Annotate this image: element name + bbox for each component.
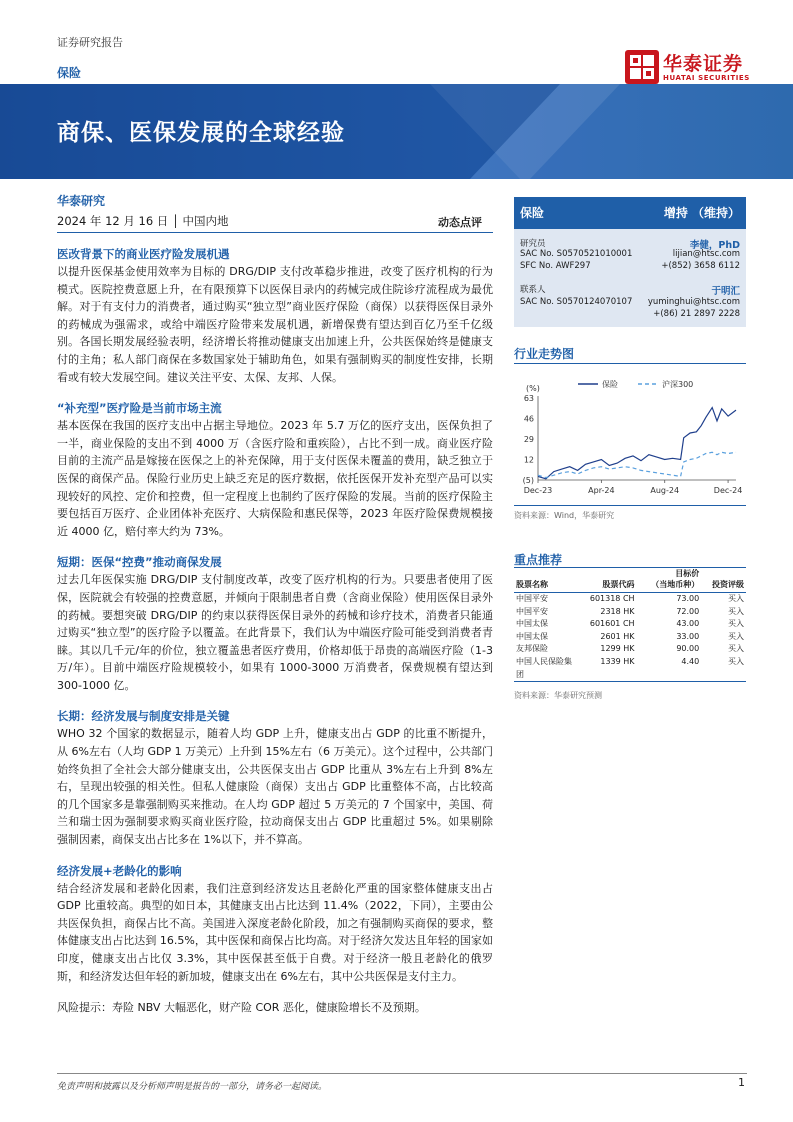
contact-phone: +(86) 21 2897 2228: [653, 309, 740, 319]
y-tick-label: (5): [522, 476, 534, 485]
sector-rating: 增持 （维持）: [663, 206, 740, 220]
sector-tag: 保险: [57, 66, 82, 80]
sidebar-sector: 保险: [520, 206, 545, 220]
trend-chart: [514, 376, 746, 501]
x-tick-label: Dec-23: [523, 486, 553, 495]
section-body: 结合经济发展和老龄化因素，我们注意到经济发达且老龄化严重的国家整体健康支出占 GDP 比重较高。典型的如日本，其健康支出占比达到 11.4%（2022，下同），主要由公共医保负担，商保占比不高。美国进入深度老龄化阶段，加之有强制购买商保的要求，整体健康支出占比达到 16.5%，其中医保和商保占比均高。对于经济欠发达且年轻的国家如印度，健康支出占比仅 3.3%，其中医保甚至低于自费。对于经济一般且老龄化的俄罗斯，和经济发达但年轻的新加坡，健康支出在 6%左右，其中公共医保是支付主力。: [57, 881, 493, 983]
stock-name: 中国平安: [516, 594, 548, 603]
table-row: [514, 593, 746, 606]
y-tick-label: 63: [523, 394, 534, 403]
analyst-phone: +(852) 3658 6112: [661, 261, 740, 271]
contact-name: 于明汇: [711, 286, 740, 297]
stock-rating: 买入: [728, 594, 744, 603]
stock-rating: 买入: [728, 606, 744, 616]
chart-source: 资料来源：Wind，华泰研究: [514, 511, 615, 520]
trend-chart-svg: [514, 376, 746, 501]
y-tick-label: 46: [523, 414, 534, 424]
stock-code: 2601 HK: [600, 631, 635, 641]
analyst-box: [514, 229, 746, 327]
picks-title: 重点推荐: [514, 553, 563, 567]
table-row: [514, 618, 746, 631]
analyst-name: 李健，PhD: [689, 240, 740, 251]
section-body: WHO 32 个国家的数据显示，随着人均 GDP 上升，健康支出占 GDP 的比重不断提升，从 6%左右（人均 GDP 1 万美元）上升到 15%左右（6 万美元）。这个过程中，公共部门始终负担了全社会大部分健康支出，公共医保支出占 GDP 比重从 3%左右上升到 8%左右，呈现出较强的相关性。但私人健康险（商保）支出占 GDP 比重整体不高，占比较高的几个国家多是靠强制购买来推动。在人均 GDP 超过 5 万美元的 7 个国家中，美国、荷兰和瑞士因为强制要求购买商业医疗险，拉动商保支出占 GDP 比重超过 5%。如果剔除强制因素，商保支出占比多在 1%以下，并不算高。: [57, 727, 494, 847]
section-title: 医改背景下的商业医疗险发展机遇: [57, 247, 230, 261]
section-title: 经济发展+老龄化的影响: [57, 863, 182, 878]
main-content: [57, 246, 493, 1016]
x-tick-label: Aug-24: [650, 486, 680, 495]
stock-name: 友邦保险: [516, 644, 548, 654]
section-5: [57, 863, 493, 986]
report-type: 证券研究报告: [57, 36, 123, 49]
target-price: 73.00: [676, 594, 700, 603]
stock-code: 2318 HK: [600, 606, 635, 616]
picks-source: 资料来源：华泰研究预测: [514, 691, 602, 700]
series-line-1: [538, 408, 736, 479]
page-number: 1: [738, 1076, 745, 1089]
huatai-logo-icon: [625, 50, 659, 84]
section-body: 过去几年医保实施 DRG/DIP 支付制度改革，改变了医疗机构的行为。只要患者使用了医保，医院就会有较强的控费意愿，并倾向于限制患者自费（含商业保险）使用医保目录外的药械。要想突破 DRG/DIP 的约束以获得医保目录外的药械和诊疗技术，消费者只能通过购买“独立型”的医疗险予以覆盖。在此背景下，我们认为中端医疗险可能受到消费者青睐。其以几千元/年的价位，独立覆盖患者医疗费用，价格却低于昂贵的高端医疗险（1-3 万/年）。目前中端医疗险规模较小，如果有 1000-3000 万消费者，保费规模有望达到 300-1000 亿。: [57, 573, 493, 692]
contact-sac: SAC No. S0570124070107: [520, 297, 633, 307]
contact-email[interactable]: yuminghui@htsc.com: [647, 297, 740, 307]
y-axis-unit: (%): [526, 384, 540, 393]
analyst-email[interactable]: lijian@htsc.com: [672, 249, 740, 259]
stock-name: 中国太保: [516, 631, 548, 641]
report-title: 商保、医保发展的全球经验: [57, 120, 345, 146]
stock-code: 1299 HK: [600, 644, 635, 654]
col-code: 股票代码: [576, 579, 637, 593]
series-line-2: [538, 452, 736, 477]
section-2: [57, 400, 493, 540]
x-tick-label: Apr-24: [588, 486, 615, 495]
risk-warning: 风险提示：寿险 NBV 大幅恶化，财产险 COR 恶化，健康险增长不及预期。: [57, 1001, 426, 1015]
stock-rating: 买入: [728, 631, 744, 641]
table-row: [514, 631, 746, 644]
col-target-price: 目标价: [675, 569, 700, 578]
stock-name: 中国人民保险集团: [514, 656, 576, 682]
table-row: [514, 656, 746, 682]
stock-rating: 买入: [728, 644, 744, 654]
section-4: [57, 708, 493, 848]
table-row: [514, 606, 746, 619]
legend-label: 保险: [602, 380, 618, 389]
target-price: 43.00: [676, 619, 700, 629]
trend-title: 行业走势图: [514, 347, 575, 361]
analyst-sfc: SFC No. AWF297: [520, 261, 591, 271]
legend-label: 沪深300: [662, 380, 694, 389]
footer-divider: [57, 1073, 747, 1074]
col-rating: 投资评级: [701, 579, 746, 593]
picks-table: [514, 568, 746, 682]
logo-text-en: HUATAI SECURITIES: [663, 74, 750, 82]
target-price: 4.40: [637, 656, 702, 682]
divider: [514, 505, 746, 506]
target-price: 72.00: [676, 606, 700, 616]
stock-name: 中国平安: [516, 606, 548, 616]
rating-bar: [514, 197, 746, 229]
logo-text-cn: 华泰证券: [663, 53, 744, 75]
section-title: 长期：经济发展与制度安排是关键: [57, 709, 230, 724]
section-1: [57, 246, 493, 386]
table-row: [514, 643, 746, 656]
doc-type: 动态点评: [438, 216, 482, 229]
research-label: 华泰研究: [57, 194, 106, 208]
col-name: 股票名称: [514, 579, 576, 593]
y-tick-label: 29: [523, 435, 534, 444]
x-tick-label: Dec-24: [713, 486, 743, 495]
divider: [514, 363, 746, 364]
stock-code: 601318 CH: [589, 594, 635, 603]
stock-code: 601601 CH: [589, 619, 635, 629]
analyst-role: 研究员: [520, 239, 546, 249]
section-title: 短期：医保“控费”推动商保发展: [57, 555, 222, 570]
y-tick-label: 12: [523, 455, 534, 465]
section-body: 以提升医保基金使用效率为目标的 DRG/DIP 支付改革稳步推进，改变了医疗机构的行为模式。医院控费意愿上升，在有限预算下以医保目录内的药械完成住院诊疗流程成为最优解。对于有支付力的消费者，通过购买“独立型”商业医疗保险（商保）以获得医保目录外的药械成为强需求，或给中端医疗险带来发展机遇，新增保费有望达到百亿乃至千亿级别。各国长期发展经验表明，经济增长将推动健康支出加速上升，公共医保始终是健康支付的主角；私人部门商保在多数国家处于辅助角色，如果有强制购买的制度性安排，长期看或有较大发展空间。建议关注平安、太保、友邦、人保。: [57, 265, 493, 384]
divider: [57, 232, 493, 233]
stock-code: 1339 HK: [576, 656, 637, 682]
stock-rating: 买入: [728, 619, 744, 629]
stock-name: 中国太保: [516, 619, 548, 629]
disclaimer: 免责声明和披露以及分析师声明是报告的一部分，请务必一起阅读。: [57, 1082, 328, 1092]
col-price: （当地币种）: [637, 579, 702, 593]
contact-role: 联系人: [520, 285, 546, 295]
report-date: 2024 年 12 月 16 日 │ 中国内地: [57, 214, 229, 228]
company-logo: [625, 48, 760, 88]
stock-rating: 买入: [701, 656, 746, 682]
section-body: 基本医保在我国的医疗支出中占据主导地位。2023 年 5.7 万亿的医疗支出，医保负担了一半，商业保险的支出不到 4000 万（含医疗险和重疾险），占比不到一成。商业医疗险目前的主流产品是嫁接在医保之上的补充保障，用于支付医保未覆盖的费用，缺乏独立于医保的商保产品。保险行业历史上缺乏充足的医疗数据，依托医保开发补充型产品可以实现较好的风控、定价和控费，但一定程度上也制约了医疗保险的发展。当前的医疗保险主要包括百万医疗、企业团体补充医疗、大病保险和惠民保等，2023 年医疗险保费规模接近 4000 亿，赔付率大约为 73%。: [57, 419, 493, 538]
target-price: 33.00: [676, 631, 700, 641]
target-price: 90.00: [676, 644, 700, 654]
analyst-sac: SAC No. S0570521010001: [520, 249, 633, 259]
section-title: “补充型”医疗险是当前市场主流: [57, 401, 222, 416]
section-3: [57, 554, 493, 694]
